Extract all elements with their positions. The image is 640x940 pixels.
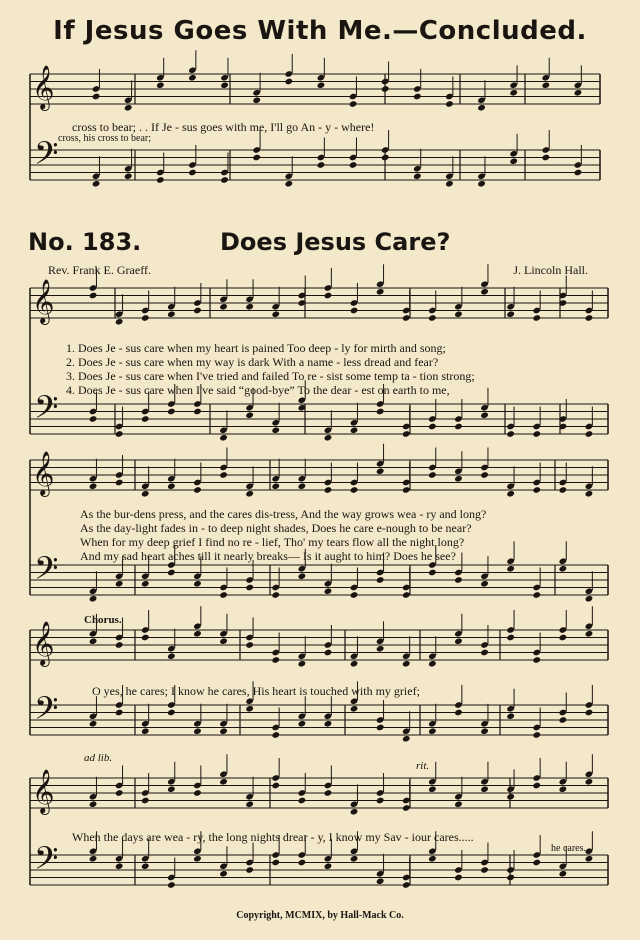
- note-head: [350, 808, 359, 816]
- note-head: [402, 314, 411, 322]
- note-head: [317, 81, 326, 89]
- note-head: [480, 785, 489, 793]
- chorus-label: Chorus.: [84, 614, 122, 626]
- note-head: [219, 637, 228, 645]
- note-head: [219, 434, 228, 442]
- note-head: [167, 408, 176, 416]
- composer-credit: J. Lincoln Hall.: [513, 263, 588, 277]
- note-head: [298, 859, 307, 867]
- note-head: [167, 652, 176, 660]
- final-lyrics: When the days are wea - ry, the long nights drear - y, I know my Sav - iour cares.....: [72, 830, 474, 844]
- note-head: [350, 486, 359, 494]
- note-head: [115, 862, 124, 870]
- note-head: [141, 797, 150, 805]
- note-head: [454, 637, 463, 645]
- note-head: [285, 180, 294, 188]
- note-head: [167, 881, 176, 889]
- note-head: [141, 415, 150, 423]
- note-head: [193, 789, 202, 797]
- note-head: [445, 100, 454, 108]
- verse-line: 4. Does Je - sus care when I've said “good-bye” To the dear - est on earth to me,: [66, 383, 450, 397]
- note-head: [324, 434, 333, 442]
- note-head: [477, 104, 486, 112]
- note-head: [271, 591, 280, 599]
- clef-symbol: 𝄢: [34, 135, 59, 179]
- note-head: [245, 490, 254, 498]
- note-head: [376, 288, 385, 296]
- note-head: [188, 74, 197, 82]
- note-head: [324, 587, 333, 595]
- note-head: [324, 292, 333, 300]
- note-head: [532, 782, 541, 790]
- verse-line: As the day-light fades in - to deep night shades, Does he care e-nough to be near?: [80, 521, 472, 535]
- note-head: [252, 154, 261, 162]
- note-head: [89, 720, 98, 728]
- note-head: [559, 716, 568, 724]
- note-head: [559, 785, 568, 793]
- note-head: [559, 486, 568, 494]
- note-head: [532, 591, 541, 599]
- note-head: [506, 430, 515, 438]
- note-head: [271, 310, 280, 318]
- note-head: [506, 793, 515, 801]
- note-head: [167, 785, 176, 793]
- note-head: [245, 866, 254, 874]
- note-head: [559, 634, 568, 642]
- note-head: [298, 572, 307, 580]
- note-head: [317, 161, 326, 169]
- note-head: [350, 660, 359, 668]
- rit-marking: rit.: [416, 760, 430, 772]
- note-head: [506, 565, 515, 573]
- note-head: [245, 303, 254, 311]
- note-head: [350, 591, 359, 599]
- note-head: [193, 486, 202, 494]
- note-head: [477, 180, 486, 188]
- note-head: [141, 634, 150, 642]
- note-head: [219, 870, 228, 878]
- note-head: [324, 720, 333, 728]
- clef-symbol: 𝄢: [34, 690, 59, 734]
- note-head: [480, 649, 489, 657]
- note-head: [574, 169, 583, 177]
- clef-symbol: 𝄢: [34, 550, 59, 594]
- note-head: [245, 641, 254, 649]
- note-head: [428, 785, 437, 793]
- note-head: [220, 81, 229, 89]
- note-head: [193, 580, 202, 588]
- bass-echo-lyrics: he cares.: [551, 843, 586, 854]
- note-head: [219, 591, 228, 599]
- clef-symbol: 𝄢: [34, 389, 59, 433]
- note-head: [428, 569, 437, 577]
- clef-symbol: 𝄞: [32, 621, 55, 665]
- copyright-notice: Copyright, MCMIX, by Hall-Mack Co.: [236, 910, 404, 921]
- clef-symbol: 𝄞: [32, 451, 55, 495]
- note-head: [115, 430, 124, 438]
- note-head: [480, 727, 489, 735]
- lyric-line: cross, his cross to bear;: [58, 133, 152, 144]
- note-head: [376, 877, 385, 885]
- note-head: [402, 804, 411, 812]
- note-head: [89, 800, 98, 808]
- note-head: [193, 630, 202, 638]
- note-head: [376, 467, 385, 475]
- note-head: [532, 486, 541, 494]
- note-head: [324, 486, 333, 494]
- note-head: [271, 731, 280, 739]
- note-head: [141, 727, 150, 735]
- note-head: [245, 411, 254, 419]
- clef-symbol: 𝄞: [32, 65, 55, 109]
- note-head: [402, 735, 411, 743]
- note-head: [324, 862, 333, 870]
- note-head: [89, 415, 98, 423]
- note-head: [542, 81, 551, 89]
- note-head: [245, 705, 254, 713]
- note-head: [324, 789, 333, 797]
- note-head: [532, 656, 541, 664]
- note-head: [92, 180, 101, 188]
- note-head: [506, 634, 515, 642]
- note-head: [506, 310, 515, 318]
- note-head: [124, 104, 133, 112]
- hymn-title: Does Jesus Care?: [220, 228, 451, 256]
- note-head: [585, 709, 594, 717]
- note-head: [271, 782, 280, 790]
- note-head: [349, 161, 358, 169]
- note-head: [413, 172, 422, 180]
- verse-line: 1. Does Je - sus care when my heart is pained Too deep - ly for mirth and song;: [66, 341, 446, 355]
- note-head: [402, 660, 411, 668]
- note-head: [271, 482, 280, 490]
- note-head: [506, 490, 515, 498]
- note-head: [402, 486, 411, 494]
- note-head: [141, 490, 150, 498]
- chorus-lyrics: O yes, he cares; I know he cares, His heart is touched with my grief;: [92, 684, 420, 698]
- note-head: [585, 778, 594, 786]
- clef-symbol: 𝄢: [34, 840, 59, 884]
- note-head: [188, 169, 197, 177]
- note-head: [271, 426, 280, 434]
- note-head: [402, 881, 411, 889]
- note-head: [350, 426, 359, 434]
- hymn-number: No. 183.: [28, 228, 142, 256]
- note-head: [376, 576, 385, 584]
- note-head: [506, 874, 515, 882]
- verse-line: And my sad heart aches till it nearly breaks— Is it aught to him? Does he see?: [80, 549, 456, 563]
- verse-line: When for my deep grief I find no re - lief, Tho' my tears flow all the night long?: [80, 535, 465, 549]
- note-head: [376, 645, 385, 653]
- note-head: [376, 724, 385, 732]
- note-head: [445, 180, 454, 188]
- note-head: [454, 874, 463, 882]
- note-head: [324, 649, 333, 657]
- note-head: [454, 576, 463, 584]
- note-head: [454, 423, 463, 431]
- note-head: [193, 408, 202, 416]
- note-head: [193, 727, 202, 735]
- note-head: [376, 408, 385, 416]
- note-head: [141, 580, 150, 588]
- note-head: [402, 591, 411, 599]
- note-head: [428, 423, 437, 431]
- note-head: [141, 314, 150, 322]
- note-head: [245, 584, 254, 592]
- note-head: [350, 855, 359, 863]
- clef-symbol: 𝄞: [32, 769, 55, 813]
- note-head: [156, 176, 165, 184]
- note-head: [252, 96, 261, 104]
- ad-lib-marking: ad lib.: [84, 752, 113, 764]
- note-head: [124, 172, 133, 180]
- note-head: [381, 85, 390, 93]
- clef-symbol: 𝄞: [32, 279, 55, 323]
- note-head: [480, 580, 489, 588]
- note-head: [532, 430, 541, 438]
- note-head: [428, 314, 437, 322]
- note-head: [193, 307, 202, 315]
- note-head: [115, 641, 124, 649]
- lyricist-credit: Rev. Frank E. Graeff.: [48, 263, 151, 277]
- note-head: [454, 310, 463, 318]
- note-head: [219, 778, 228, 786]
- note-head: [271, 859, 280, 867]
- note-head: [376, 797, 385, 805]
- note-head: [428, 471, 437, 479]
- note-head: [413, 93, 422, 101]
- note-head: [167, 569, 176, 577]
- note-head: [350, 705, 359, 713]
- note-head: [402, 430, 411, 438]
- note-head: [89, 595, 98, 603]
- note-head: [89, 637, 98, 645]
- note-head: [480, 866, 489, 874]
- note-head: [454, 800, 463, 808]
- note-head: [585, 595, 594, 603]
- note-head: [585, 430, 594, 438]
- note-head: [285, 78, 294, 86]
- note-head: [480, 411, 489, 419]
- note-head: [167, 709, 176, 717]
- note-head: [298, 720, 307, 728]
- lyric-line: cross to bear; . . If Je - sus goes with me, I'll go An - y - where!: [72, 120, 375, 134]
- note-head: [559, 565, 568, 573]
- note-head: [271, 656, 280, 664]
- note-head: [167, 482, 176, 490]
- note-head: [542, 154, 551, 162]
- note-head: [532, 314, 541, 322]
- verse-line: 3. Does Je - sus care when I've tried and failed To re - sist some temp ta - tion strong;: [66, 369, 475, 383]
- note-head: [454, 709, 463, 717]
- note-head: [428, 855, 437, 863]
- note-head: [428, 660, 437, 668]
- note-head: [89, 855, 98, 863]
- note-head: [349, 100, 358, 108]
- note-head: [532, 859, 541, 867]
- note-head: [219, 303, 228, 311]
- verse-line: As the bur-dens press, and the cares dis-tress, And the way grows wea - ry and long?: [80, 507, 487, 521]
- note-head: [480, 288, 489, 296]
- note-head: [115, 580, 124, 588]
- note-head: [193, 855, 202, 863]
- note-head: [585, 630, 594, 638]
- note-head: [115, 709, 124, 717]
- note-head: [506, 712, 515, 720]
- note-head: [381, 154, 390, 162]
- note-head: [298, 797, 307, 805]
- note-head: [219, 471, 228, 479]
- note-head: [559, 870, 568, 878]
- note-head: [585, 314, 594, 322]
- note-head: [245, 800, 254, 808]
- note-head: [219, 727, 228, 735]
- note-head: [350, 307, 359, 315]
- note-head: [585, 855, 594, 863]
- note-head: [428, 727, 437, 735]
- note-head: [115, 789, 124, 797]
- note-head: [89, 292, 98, 300]
- note-head: [454, 475, 463, 483]
- note-head: [509, 157, 518, 165]
- note-head: [115, 479, 124, 487]
- note-head: [115, 318, 124, 326]
- note-head: [298, 482, 307, 490]
- note-head: [167, 310, 176, 318]
- note-head: [298, 660, 307, 668]
- note-head: [480, 471, 489, 479]
- verse-line: 2. Does Je - sus care when my way is dark With a name - less dread and fear?: [66, 355, 439, 369]
- note-head: [156, 81, 165, 89]
- note-head: [89, 482, 98, 490]
- note-head: [141, 862, 150, 870]
- note-head: [509, 89, 518, 97]
- page-title: If Jesus Goes With Me.—Concluded.: [53, 16, 587, 46]
- note-head: [92, 93, 101, 101]
- note-head: [585, 490, 594, 498]
- note-head: [220, 176, 229, 184]
- note-head: [532, 731, 541, 739]
- note-head: [574, 89, 583, 97]
